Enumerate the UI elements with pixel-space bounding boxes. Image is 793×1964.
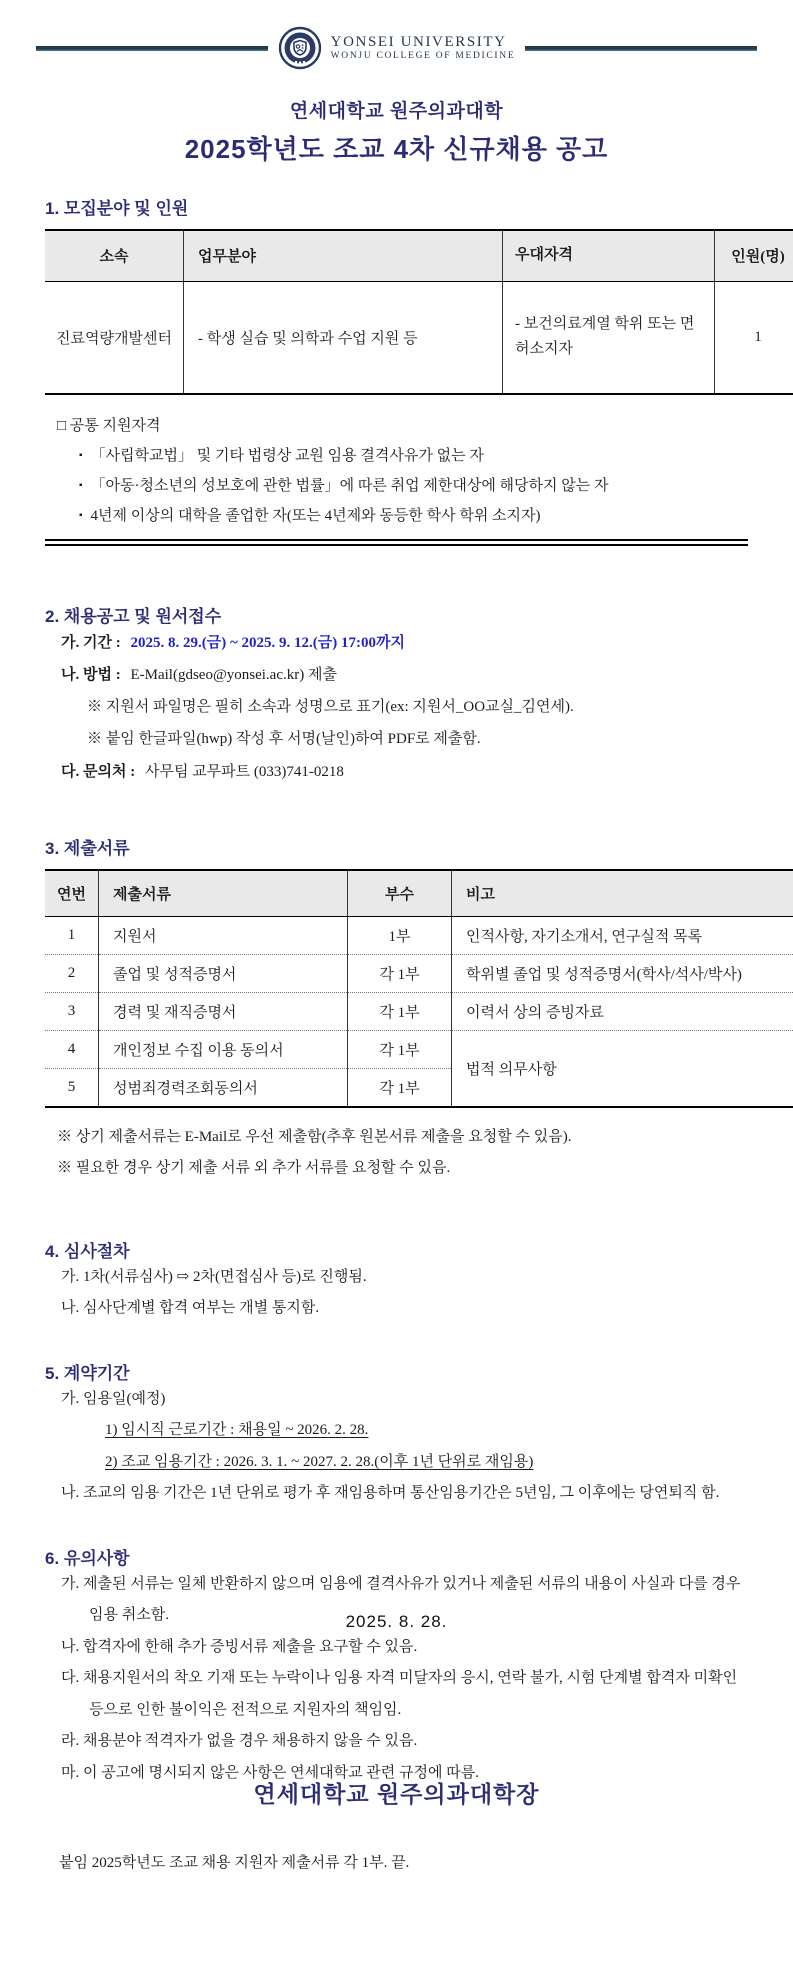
cell-no: 1 [67, 926, 76, 943]
cell-copies: 각 1부 [348, 954, 452, 992]
common-qualifications [45, 411, 748, 531]
col-header-no: 연번 [45, 870, 99, 917]
cell-document: 개인정보 수집 이용 동의서 [99, 1030, 348, 1068]
organization-title: 연세대학교 원주의과대학 [289, 101, 504, 122]
contact-value: 사무팀 교무파트 (033)741-0218 [144, 763, 344, 780]
cell-document: 성범죄경력조회동의서 [99, 1068, 348, 1107]
cell-preferred: - 보건의료계열 학위 또는 면허소지자 [503, 281, 715, 394]
cell-no: 4 [45, 1030, 99, 1068]
documents-note: ※ 필요한 경우 상기 제출 서류 외 추가 서류를 요청할 수 있음. [57, 1160, 451, 1177]
table-row [45, 954, 793, 992]
cell-note-merged: 법적 의무사항 [452, 1030, 793, 1107]
cell-no: 3 [45, 992, 99, 1030]
section2-heading: 2. 채용공고 및 원서접수 [45, 606, 222, 626]
page-title: 2025학년도 조교 4차 신규채용 공고 [184, 134, 609, 164]
period-value: 2025. 8. 29.(금) ~ 2025. 9. 12.(금) 17:00까지 [130, 634, 405, 651]
yonsei-emblem-icon [278, 26, 322, 70]
square-bullet-icon: ▪ [79, 509, 83, 521]
appointment-period-text: 2) 조교 임용기간 : 2026. 3. 1. ~ 2027. 2. 28.(이후 1년 단위로 재임용) [105, 1453, 534, 1470]
method-value: E-Mail(gdseo@yonsei.ac.kr) 제출 [130, 666, 337, 683]
cell-duty: - 학생 실습 및 의학과 수업 지원 등 [184, 281, 503, 394]
list-item [79, 501, 748, 531]
common-item-text: 「사립학교법」 및 기타 법령상 교원 임용 결격사유가 없는 자 [90, 447, 484, 464]
section3-heading: 3. 제출서류 [45, 838, 130, 858]
university-name: YONSEI UNIVERSITY [330, 33, 507, 50]
cell-dept: 진료역량개발센터 [56, 330, 172, 347]
cell-document: 경력 및 재직증명서 [99, 992, 348, 1030]
period-label: 가. 기간 : [61, 634, 121, 651]
recruitment-table-header-row [45, 230, 793, 281]
common-qualifications-title: □ 공통 지원자격 [57, 417, 161, 434]
cell-copies: 1부 [348, 916, 452, 954]
temporary-period-text: 1) 임시직 근로기간 : 채용일 ~ 2026. 2. 28. [105, 1422, 369, 1439]
list-item [79, 471, 748, 501]
documents-note: ※ 상기 제출서류는 E-Mail로 우선 제출함(추후 원본서류 제출을 요청할 수 있음). [57, 1128, 572, 1145]
attachment-line: 붙임 2025학년도 조교 채용 지원자 제출서류 각 1부. 끝. [59, 1855, 410, 1872]
caution-item: 라. 채용분야 적격자가 없을 경우 채용하지 않을 수 있음. [61, 1733, 418, 1750]
section4-heading: 4. 심사절차 [45, 1241, 130, 1261]
table-row [45, 281, 793, 394]
caution-item: 나. 합격자에 한해 추가 증빙서류 제출을 요구할 수 있음. [61, 1638, 418, 1655]
section6-heading: 6. 유의사항 [45, 1548, 130, 1568]
method-note: ※ 붙임 한글파일(hwp) 작성 후 서명(날인)하여 PDF로 제출함. [87, 731, 481, 748]
application-period [61, 627, 748, 659]
cell-no: 2 [45, 954, 99, 992]
contact-info [61, 756, 748, 788]
document-header [0, 0, 793, 70]
application-method [61, 659, 748, 691]
list-item [79, 441, 748, 471]
college-name: WONJU COLLEGE OF MEDICINE [330, 51, 516, 62]
col-header-headcount: 인원(명) [715, 230, 793, 281]
square-bullet-icon: ▪ [79, 449, 83, 461]
contract-subitem [105, 1447, 748, 1479]
section5-heading: 5. 계약기간 [45, 1363, 130, 1383]
recruitment-table [45, 229, 793, 395]
col-header-note: 비고 [452, 870, 793, 917]
cell-note: 이력서 상의 증빙자료 [452, 992, 793, 1030]
cell-document: 졸업 및 성적증명서 [99, 954, 348, 992]
col-header-preferred: 우대자격 [503, 230, 715, 281]
contract-item: 나. 조교의 임용 기간은 1년 단위로 평가 후 재임용하며 통산임용기간은 5년임, 그 이후에는 당연퇴직 함. [61, 1485, 720, 1502]
cell-headcount: 1 [715, 281, 793, 394]
method-label: 나. 방법 : [61, 666, 121, 683]
cell-copies: 각 1부 [348, 992, 452, 1030]
table-row [45, 916, 793, 954]
documents-table [45, 869, 793, 1108]
table-row [45, 992, 793, 1030]
cell-document: 지원서 [99, 916, 348, 954]
document-date: 2025. 8. 28. [345, 1612, 448, 1631]
cell-copies: 각 1부 [348, 1068, 452, 1107]
common-item-text: 「아동·청소년의 성보호에 관한 법률」에 따른 취업 제한대상에 해당하지 않는 자 [90, 477, 609, 494]
header-rule-left [36, 46, 268, 51]
section1-heading: 1. 모집분야 및 인원 [45, 199, 189, 218]
logo-wordmark [331, 34, 516, 62]
documents-table-header-row [45, 870, 793, 917]
cell-note: 학위별 졸업 및 성적증명서(학사/석사/박사) [452, 954, 793, 992]
cell-note: 인적사항, 자기소개서, 연구실적 목록 [452, 916, 793, 954]
procedure-item: 가. 1차(서류심사) ⇨ 2차(면접심사 등)로 진행됨. [61, 1268, 367, 1285]
common-item-text: 4년제 이상의 대학을 졸업한 자(또는 4년제와 동등한 학사 학위 소지자) [90, 507, 541, 524]
contract-subitem [105, 1415, 748, 1447]
caution-item: 가. 제출된 서류는 일체 반환하지 않으며 임용에 결격사유가 있거나 제출된 서류의 내용이 사실과 다를 경우 임용 취소함. [61, 1575, 741, 1624]
cell-no: 5 [45, 1068, 99, 1107]
col-header-copies: 부수 [348, 870, 452, 917]
header-rule-right [525, 46, 757, 51]
square-bullet-icon: ▪ [79, 479, 83, 491]
university-logo [268, 26, 526, 70]
dean-signature: 연세대학교 원주의과대학장 [253, 1781, 540, 1807]
table-row [45, 1030, 793, 1068]
col-header-duty: 업무분야 [184, 230, 503, 281]
method-note: ※ 지원서 파일명은 필히 소속과 성명으로 표기(ex: 지원서_OO교실_김연세). [87, 699, 574, 715]
cell-copies: 각 1부 [348, 1030, 452, 1068]
col-header-dept: 소속 [45, 230, 184, 281]
documents-notes [45, 1122, 748, 1185]
col-header-document: 제출서류 [99, 870, 348, 917]
caution-item: 마. 이 공고에 명시되지 않은 사항은 연세대학교 관련 규정에 따름. [61, 1764, 479, 1781]
caution-item: 다. 채용지원서의 착오 기재 또는 누락이나 임용 자격 미달자의 응시, 연락 불가, 시험 단계별 합격자 미확인 등으로 인한 불이익은 전적으로 지원자의 책임임. [61, 1670, 738, 1718]
procedure-item: 나. 심사단계별 합격 여부는 개별 통지함. [61, 1300, 320, 1317]
contact-label: 다. 문의처 : [61, 763, 136, 780]
section-divider-rule [45, 539, 748, 546]
contract-item: 가. 임용일(예정) [61, 1390, 166, 1407]
